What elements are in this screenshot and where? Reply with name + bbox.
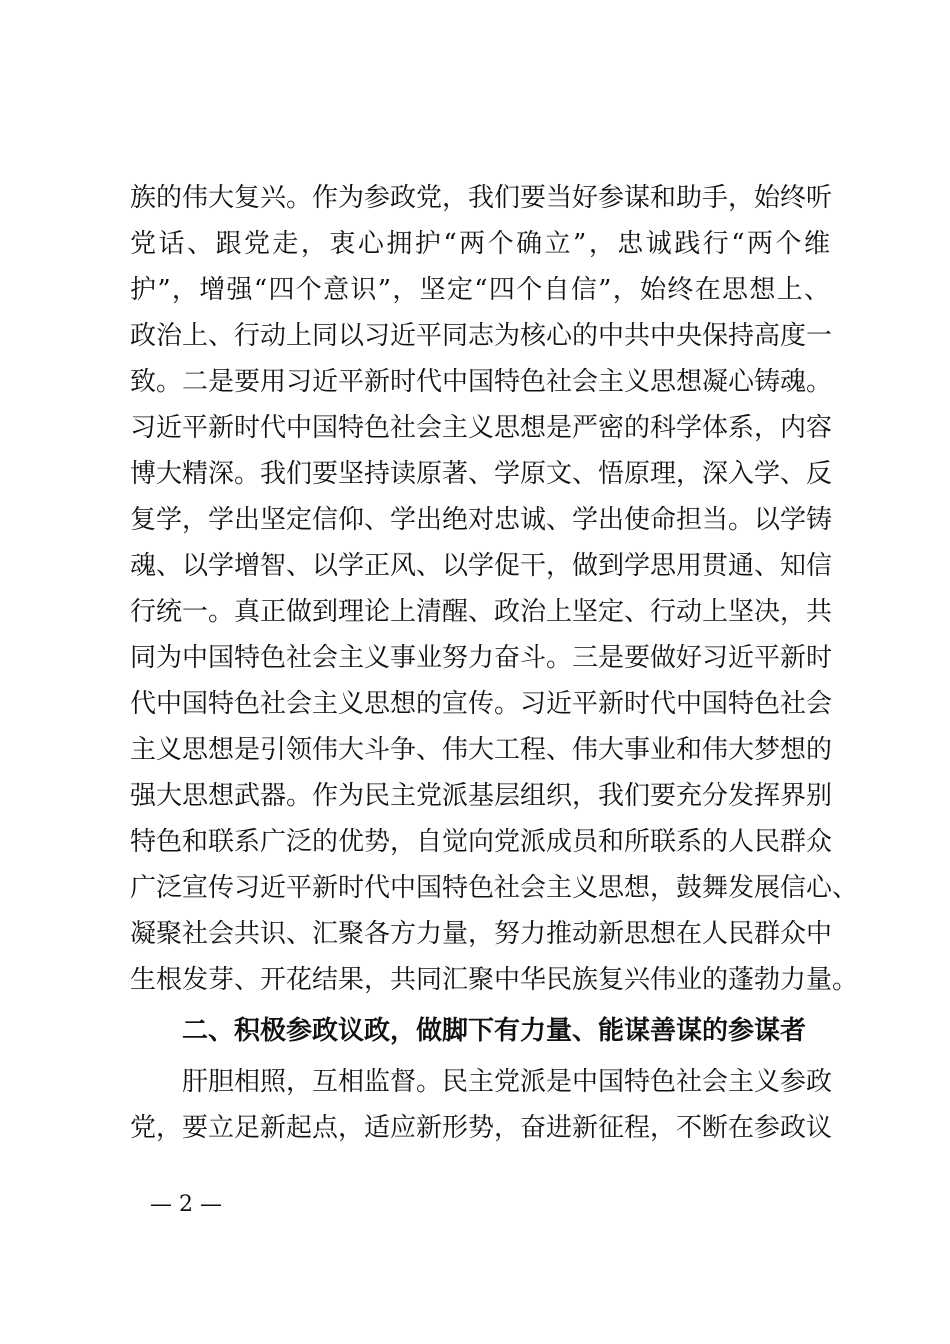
paragraph-2-line-1: 肝胆相照，互相监督。民主党派是中国特色社会主义参政 bbox=[182, 1067, 833, 1097]
paragraph-2-line-2: 党，要立足新起点，适应新形势，奋进新征程，不断在参政议 bbox=[130, 1113, 833, 1143]
body-line-13: 主义思想是引领伟大斗争、伟大工程、伟大事业和伟大梦想的 bbox=[130, 735, 833, 765]
body-line-2: 党话、跟党走，衷心拥护“两个确立”，忠诚践行“两个维 bbox=[130, 229, 830, 259]
body-line-18: 生根发芽、开花结果，共同汇聚中华民族复兴伟业的蓬勃力量。 bbox=[130, 965, 859, 995]
section-heading: 二、积极参政议政，做脚下有力量、能谋善谋的参谋者 bbox=[182, 1016, 807, 1046]
body-line-15: 特色和联系广泛的优势，自觉向党派成员和所联系的人民群众 bbox=[130, 827, 833, 857]
body-line-14: 强大思想武器。作为民主党派基层组织，我们要充分发挥界别 bbox=[130, 781, 833, 811]
body-line-4: 政治上、行动上同以习近平同志为核心的中共中央保持高度一 bbox=[130, 321, 833, 351]
body-line-5: 致。二是要用习近平新时代中国特色社会主义思想凝心铸魂。 bbox=[130, 367, 833, 397]
body-line-10: 行统一。真正做到理论上清醒、政治上坚定、行动上坚决，共 bbox=[130, 597, 833, 627]
body-line-16: 广泛宣传习近平新时代中国特色社会主义思想，鼓舞发展信心、 bbox=[130, 873, 859, 903]
body-line-1: 族的伟大复兴。作为参政党，我们要当好参谋和助手，始终听 bbox=[130, 183, 833, 213]
body-line-6: 习近平新时代中国特色社会主义思想是严密的科学体系，内容 bbox=[130, 413, 833, 443]
body-line-7: 博大精深。我们要坚持读原著、学原文、悟原理，深入学、反 bbox=[130, 459, 833, 489]
body-line-17: 凝聚社会共识、汇聚各方力量，努力推动新思想在人民群众中 bbox=[130, 919, 833, 949]
body-line-11: 同为中国特色社会主义事业努力奋斗。三是要做好习近平新时 bbox=[130, 643, 833, 673]
page-number: — 2 — bbox=[150, 1192, 222, 1217]
body-line-12: 代中国特色社会主义思想的宣传。习近平新时代中国特色社会 bbox=[130, 689, 833, 719]
body-line-3: 护”，增强“四个意识”，坚定“四个自信”，始终在思想上、 bbox=[130, 275, 830, 305]
body-line-8: 复学，学出坚定信仰、学出绝对忠诚、学出使命担当。以学铸 bbox=[130, 505, 833, 535]
body-line-9: 魂、以学增智、以学正风、以学促干，做到学思用贯通、知信 bbox=[130, 551, 833, 581]
